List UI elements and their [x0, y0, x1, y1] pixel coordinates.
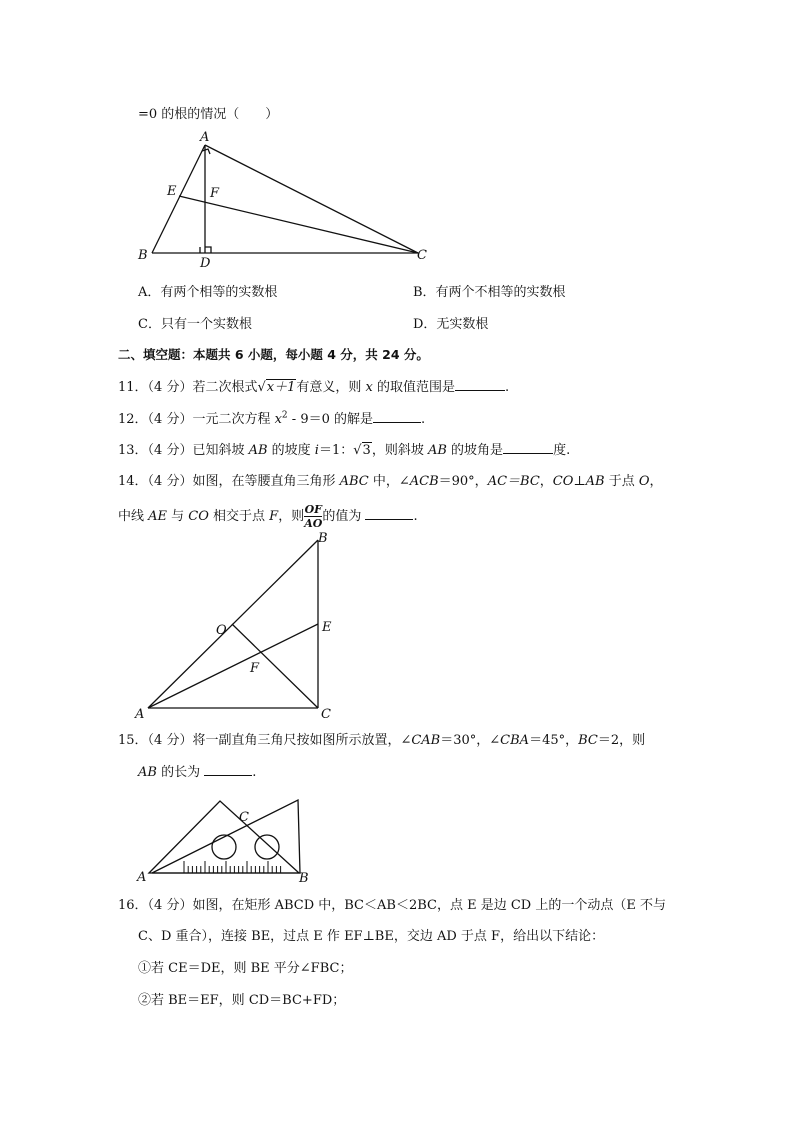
q13-ab-1: AB [248, 443, 268, 458]
q13-text-2: ＝1： [318, 443, 354, 458]
label-e: E [167, 184, 177, 199]
label-c: C [321, 707, 331, 722]
q12-prefix: 12．（4 分）一元二次方程 [118, 412, 275, 427]
side-ab [152, 145, 205, 253]
q14-text-3: ， [539, 474, 553, 489]
q15-answer-blank[interactable] [204, 763, 252, 776]
label-b: B [299, 871, 309, 886]
q14-triangle-figure [132, 528, 342, 724]
label-f: F [210, 186, 220, 201]
q14-end: . [413, 509, 418, 524]
q14-text-1: 中，∠ [368, 474, 410, 489]
label-e: E [322, 620, 332, 635]
q13-end: 度. [553, 443, 571, 458]
q13-text-4: 的坡角是 [446, 443, 504, 458]
q14-text-4: 于点 [604, 474, 639, 489]
q13-prefix: 13．（4 分）已知斜坡 [118, 443, 249, 458]
q14-fraction [304, 503, 322, 530]
q12-rest: - 9＝0 的解是 [287, 412, 373, 427]
q15-prefix: 15．（4 分）将一副直角三角尺按如图所示放置，∠ [118, 733, 412, 748]
q14-line2-text-4: 的值为 [322, 509, 366, 524]
q11 [118, 376, 509, 395]
q14-line2-text-2: 相交于点 [208, 509, 270, 524]
q14-f: F [269, 509, 279, 524]
q13 [118, 439, 570, 458]
q15-ab: AB [138, 765, 157, 780]
q15-line1 [118, 729, 645, 748]
q12 [118, 408, 425, 427]
q13-answer-blank[interactable] [503, 441, 553, 454]
segment-co [232, 624, 318, 708]
q16-line4: ②若 BE＝EF，则 CD＝BC+FD； [138, 993, 346, 1008]
q14-answer-blank[interactable] [365, 507, 413, 520]
q12-var: x [274, 412, 282, 427]
q15-text-1: ＝30°，∠ [440, 733, 501, 748]
q11-text-a: 有意义，则 [296, 380, 366, 395]
side-ac [205, 145, 418, 253]
label-a: A [137, 870, 147, 885]
segment-ec [179, 196, 418, 253]
q14-text-5: ， [649, 474, 663, 489]
label-b: B [318, 531, 328, 546]
q10-choice-c: C．只有一个实数根 [138, 317, 252, 332]
q14-line2-text-1: 与 [167, 509, 189, 524]
section-heading: 二、填空题：本题共 6 小题，每小题 4 分，共 24 分。 [118, 347, 429, 362]
q10-choice-d: D．无实数根 [413, 317, 489, 332]
label-f: F [250, 661, 260, 676]
q14-ac-bc: AC＝BC [487, 474, 540, 489]
q14-abc: ABC [339, 474, 369, 489]
q15-text-4: 的长为 [156, 765, 205, 780]
q14-text-2: ＝90°， [438, 474, 488, 489]
q14-o: O [638, 474, 650, 489]
q15-bc: BC [578, 733, 598, 748]
q13-radical: √3 [353, 443, 371, 458]
q12-answer-blank[interactable] [373, 410, 421, 423]
label-a: A [135, 707, 145, 722]
label-c: C [417, 248, 427, 263]
q11-prefix: 11．（4 分）若二次根式 [118, 380, 258, 395]
q14-frac-den: AO [304, 517, 323, 530]
q15-line2 [138, 761, 256, 780]
q11-radicand: x＋1 [266, 380, 296, 395]
q14-frac-num: OF [304, 503, 322, 516]
q15-cab: CAB [411, 733, 441, 748]
q11-radical: √x＋1 [257, 380, 296, 395]
label-b: B [138, 248, 148, 263]
q14-line1 [118, 470, 663, 489]
q10-triangle-figure [130, 128, 440, 270]
q12-end: . [421, 412, 426, 427]
q14-acb: ACB [409, 474, 439, 489]
q16-line3: ①若 CE＝DE，则 BE 平分∠FBC； [138, 961, 353, 976]
label-a: A [200, 130, 210, 145]
q14-prefix: 14．（4 分）如图，在等腰直角三角形 [118, 474, 340, 489]
q14-line2-prefix: 中线 [118, 509, 149, 524]
q16-line2: C、D 重合），连接 BE，过点 E 作 EF⊥BE，交边 AD 于点 F，给出以下结论： [138, 929, 605, 944]
q15-text-3: ＝2，则 [597, 733, 646, 748]
q15-end: . [252, 765, 257, 780]
q14-co-ab: CO⊥AB [552, 474, 605, 489]
q13-i: i [314, 443, 319, 458]
q12-exponent: 2 [281, 410, 288, 421]
right-angle-d [205, 247, 211, 253]
label-d: D [200, 256, 211, 270]
q10-stem-tail: =0 的根的情况（ ） [138, 107, 279, 122]
q15-text-2: ＝45°， [529, 733, 579, 748]
q15-cba: CBA [500, 733, 530, 748]
hole-right [255, 835, 279, 859]
q13-ab-2: AB [427, 443, 447, 458]
label-c: C [239, 810, 249, 825]
q13-text-1: 的坡度 [267, 443, 315, 458]
q10-choice-a: A．有两个相等的实数根 [138, 285, 278, 300]
q14-ae: AE [148, 509, 168, 524]
q11-end: . [504, 380, 510, 395]
q15-set-squares-figure [136, 788, 322, 886]
q16-line1: 16．（4 分）如图，在矩形 ABCD 中，BC＜AB＜2BC，点 E 是边 CD 上的一个动点（E 不与 [118, 898, 666, 913]
label-o: O [216, 623, 227, 638]
q11-answer-blank[interactable] [455, 378, 505, 391]
q14-line2-text-3: ，则 [278, 509, 305, 524]
q14-co: CO [188, 509, 209, 524]
q11-var: x [365, 380, 373, 395]
q13-root: 3 [362, 443, 371, 458]
q11-text-b: 的取值范围是 [372, 380, 455, 395]
hole-left [212, 835, 236, 859]
q13-text-3: ，则斜坡 [371, 443, 428, 458]
median-ae [148, 624, 318, 708]
q10-choice-b: B．有两个不相等的实数根 [413, 285, 566, 300]
ruler-ticks [184, 861, 281, 873]
q14-line2 [118, 503, 418, 530]
